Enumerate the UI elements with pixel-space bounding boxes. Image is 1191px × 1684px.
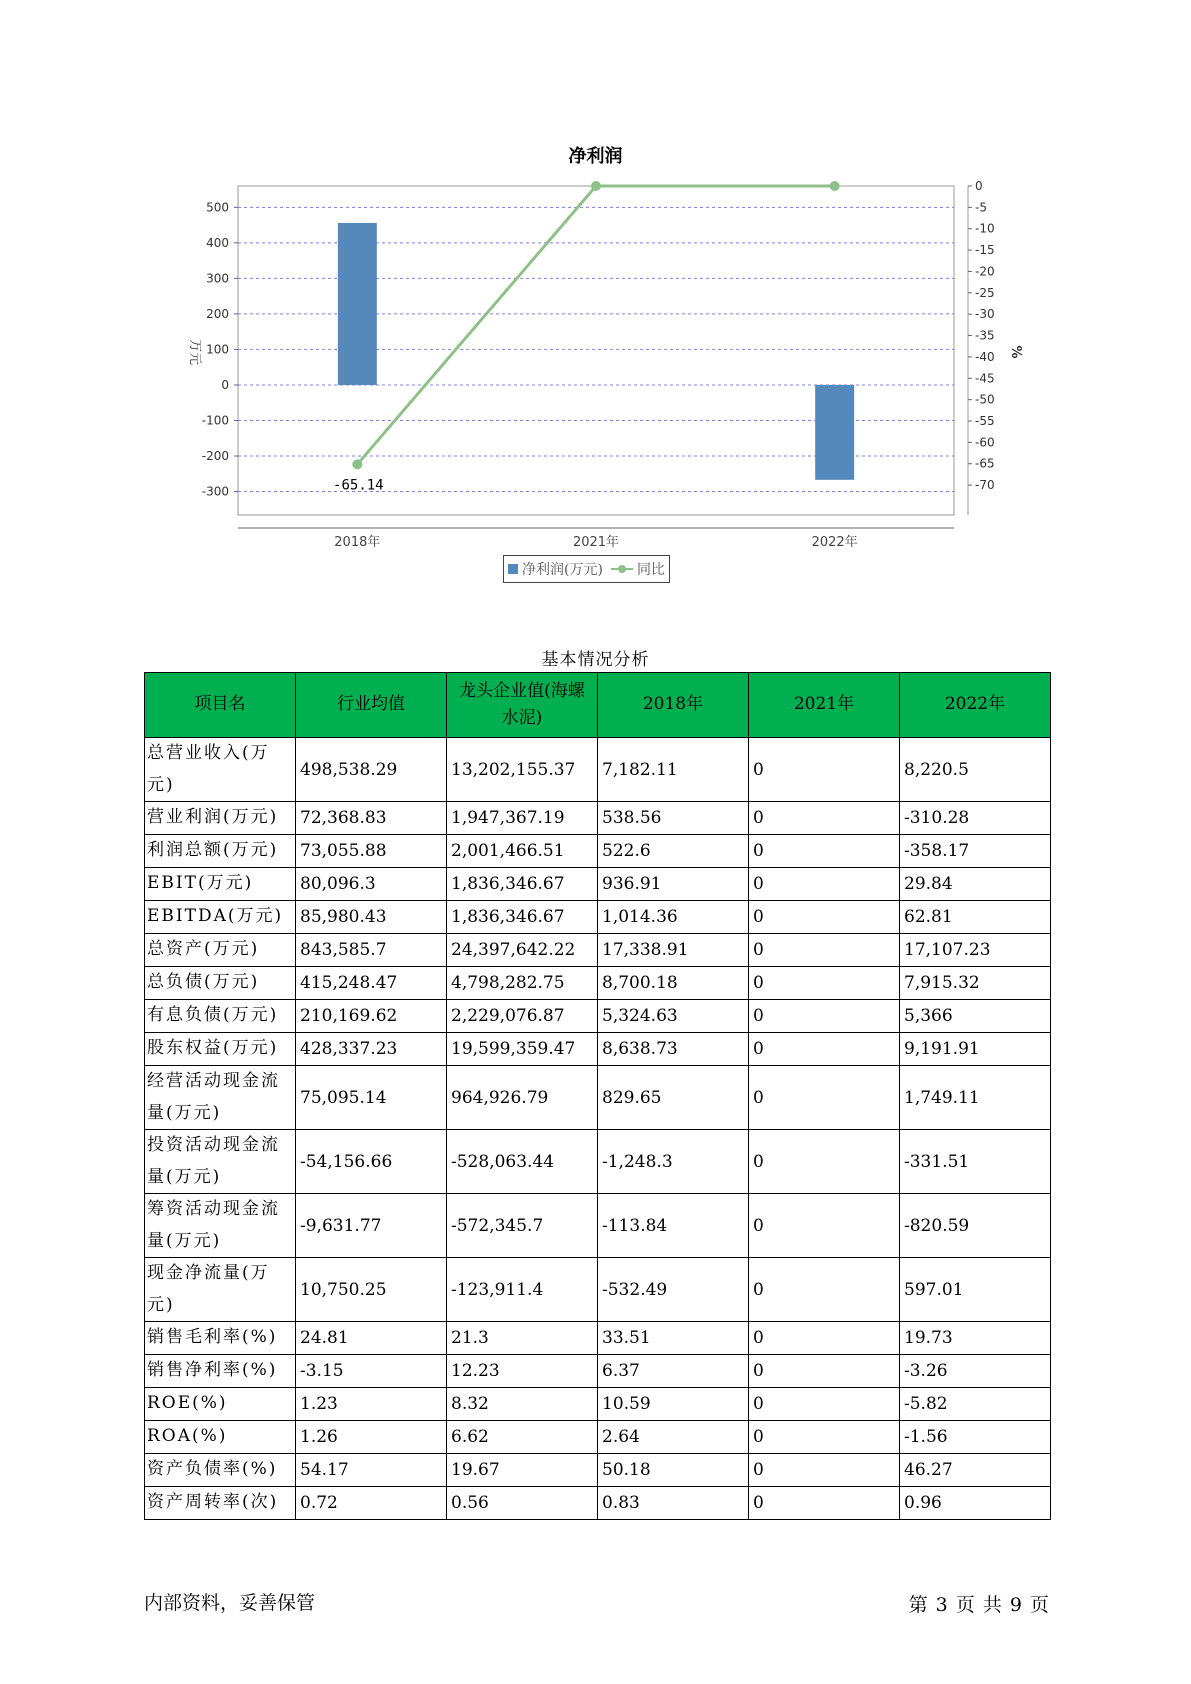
value-cell: 0	[749, 1066, 900, 1130]
value-cell: 0	[749, 868, 900, 901]
value-cell: -54,156.66	[296, 1130, 447, 1194]
value-cell: 1,014.36	[598, 901, 749, 934]
value-cell: 0	[749, 901, 900, 934]
row-label-cell: ROE(%)	[145, 1388, 296, 1421]
value-cell: 2,229,076.87	[447, 1000, 598, 1033]
right-tick-label: -35	[975, 328, 995, 343]
row-label-cell: 资产负债率(%)	[145, 1454, 296, 1487]
value-cell: -310.28	[900, 802, 1051, 835]
value-cell: -3.26	[900, 1355, 1051, 1388]
value-cell: 829.65	[598, 1066, 749, 1130]
left-tick-label: 300	[206, 271, 229, 286]
value-cell: 73,055.88	[296, 835, 447, 868]
line-point	[352, 459, 362, 469]
value-cell: 8,700.18	[598, 967, 749, 1000]
right-tick-label: -65	[975, 456, 995, 471]
value-cell: -9,631.77	[296, 1194, 447, 1258]
right-tick-label: -50	[975, 392, 995, 407]
value-cell: 7,915.32	[900, 967, 1051, 1000]
right-tick-label: -25	[975, 285, 995, 300]
row-label-cell: 投资活动现金流量(万元)	[145, 1130, 296, 1194]
value-cell: 597.01	[900, 1258, 1051, 1322]
value-cell: 0	[749, 934, 900, 967]
right-tick-label: -15	[975, 243, 995, 258]
value-cell: -331.51	[900, 1130, 1051, 1194]
value-cell: 5,366	[900, 1000, 1051, 1033]
left-tick-label: -200	[201, 449, 229, 464]
value-cell: 6.37	[598, 1355, 749, 1388]
right-tick-label: -70	[975, 478, 995, 493]
x-tick-label: 2022年	[811, 535, 858, 550]
value-cell: 0	[749, 1454, 900, 1487]
value-cell: 538.56	[598, 802, 749, 835]
header-industry-avg: 行业均值	[296, 673, 447, 738]
value-cell: 415,248.47	[296, 967, 447, 1000]
value-cell: 1.26	[296, 1421, 447, 1454]
row-label-cell: 利润总额(万元)	[145, 835, 296, 868]
table-row	[145, 1322, 1051, 1355]
value-cell: 0	[749, 738, 900, 802]
right-tick-label: -30	[975, 307, 995, 322]
table-header-row	[145, 673, 1051, 738]
value-cell: 7,182.11	[598, 738, 749, 802]
legend-item-line	[611, 559, 665, 579]
left-tick-label: 500	[206, 200, 229, 215]
value-cell: -572,345.7	[447, 1194, 598, 1258]
analysis-table	[144, 672, 1051, 1520]
line-point	[591, 181, 601, 191]
right-tick-label: -55	[975, 414, 995, 428]
chart-title: 净利润	[568, 146, 623, 167]
net-profit-chart	[0, 0, 1191, 600]
value-cell: 8,220.5	[900, 738, 1051, 802]
value-cell: 85,980.43	[296, 901, 447, 934]
value-cell: 964,926.79	[447, 1066, 598, 1130]
value-cell: 19.67	[447, 1454, 598, 1487]
table-row	[145, 967, 1051, 1000]
value-cell: 10,750.25	[296, 1258, 447, 1322]
value-cell: 13,202,155.37	[447, 738, 598, 802]
value-cell: 0	[749, 1322, 900, 1355]
value-cell: 24.81	[296, 1322, 447, 1355]
data-label: -65.14	[333, 477, 384, 494]
value-cell: 17,107.23	[900, 934, 1051, 967]
legend-bar-swatch-icon	[508, 564, 518, 574]
value-cell: -1,248.3	[598, 1130, 749, 1194]
table-caption: 基本情况分析	[541, 650, 650, 670]
value-cell: 4,798,282.75	[447, 967, 598, 1000]
x-tick-label: 2018年	[334, 535, 381, 550]
bar-mark	[815, 385, 854, 480]
table-row	[145, 868, 1051, 901]
table-row	[145, 1258, 1051, 1322]
value-cell: 498,538.29	[296, 738, 447, 802]
value-cell: 843,585.7	[296, 934, 447, 967]
header-2022: 2022年	[900, 673, 1051, 738]
left-tick-label: 100	[206, 342, 229, 357]
value-cell: 17,338.91	[598, 934, 749, 967]
table-row	[145, 738, 1051, 802]
right-tick-label: -45	[975, 371, 995, 386]
table-row	[145, 1066, 1051, 1130]
value-cell: 80,096.3	[296, 868, 447, 901]
row-label-cell: EBIT(万元)	[145, 868, 296, 901]
left-tick-label: -300	[201, 484, 229, 499]
value-cell: 12.23	[447, 1355, 598, 1388]
value-cell: 210,169.62	[296, 1000, 447, 1033]
right-tick-label: -5	[975, 200, 987, 215]
value-cell: 6.62	[447, 1421, 598, 1454]
value-cell: 19.73	[900, 1322, 1051, 1355]
x-tick-label: 2021年	[572, 535, 620, 550]
right-tick-label: -10	[975, 221, 995, 236]
value-cell: 75,095.14	[296, 1066, 447, 1130]
right-tick-label: -60	[975, 435, 995, 450]
value-cell: -358.17	[900, 835, 1051, 868]
value-cell: -123,911.4	[447, 1258, 598, 1322]
value-cell: 21.3	[447, 1322, 598, 1355]
table-row	[145, 934, 1051, 967]
value-cell: -3.15	[296, 1355, 447, 1388]
table-row	[145, 1033, 1051, 1066]
table-row	[145, 1194, 1051, 1258]
value-cell: 0.72	[296, 1487, 447, 1520]
right-tick-label: -40	[975, 349, 995, 364]
value-cell: 0	[749, 1258, 900, 1322]
row-label-cell: 总资产(万元)	[145, 934, 296, 967]
legend-line-label: 同比	[636, 562, 665, 578]
value-cell: 0	[749, 1487, 900, 1520]
right-tick-label: -20	[975, 264, 995, 279]
value-cell: 9,191.91	[900, 1033, 1051, 1066]
value-cell: 46.27	[900, 1454, 1051, 1487]
value-cell: 0	[749, 1033, 900, 1066]
table-row	[145, 1000, 1051, 1033]
row-label-cell: 有息负债(万元)	[145, 1000, 296, 1033]
y-axis-title-right: %	[1008, 345, 1023, 359]
value-cell: 0	[749, 967, 900, 1000]
value-cell: -532.49	[598, 1258, 749, 1322]
table-row	[145, 1454, 1051, 1487]
left-tick-label: 200	[206, 306, 229, 321]
value-cell: 522.6	[598, 835, 749, 868]
value-cell: 8.32	[447, 1388, 598, 1421]
value-cell: -528,063.44	[447, 1130, 598, 1194]
value-cell: -113.84	[598, 1194, 749, 1258]
row-label-cell: 营业利润(万元)	[145, 802, 296, 835]
value-cell: -820.59	[900, 1194, 1051, 1258]
row-label-cell: 总负债(万元)	[145, 967, 296, 1000]
table-row	[145, 1130, 1051, 1194]
header-2021: 2021年	[749, 673, 900, 738]
value-cell: 0	[749, 1355, 900, 1388]
table-row	[145, 802, 1051, 835]
value-cell: 428,337.23	[296, 1033, 447, 1066]
value-cell: 19,599,359.47	[447, 1033, 598, 1066]
row-label-cell: 经营活动现金流量(万元)	[145, 1066, 296, 1130]
row-label-cell: 销售毛利率(%)	[145, 1322, 296, 1355]
value-cell: 33.51	[598, 1322, 749, 1355]
value-cell: 0	[749, 1421, 900, 1454]
footer-confidential-note: 内部资料，妥善保管	[144, 1592, 316, 1614]
value-cell: 1,749.11	[900, 1066, 1051, 1130]
value-cell: 1,836,346.67	[447, 901, 598, 934]
row-label-cell: 销售净利率(%)	[145, 1355, 296, 1388]
value-cell: 8,638.73	[598, 1033, 749, 1066]
row-label-cell: 现金净流量(万元)	[145, 1258, 296, 1322]
line-point	[830, 181, 840, 191]
legend-line-swatch-icon	[611, 564, 633, 574]
right-tick-label: 0	[975, 179, 983, 193]
value-cell: 0	[749, 1000, 900, 1033]
bar-mark	[338, 223, 377, 385]
header-2018: 2018年	[598, 673, 749, 738]
chart-legend	[503, 555, 670, 583]
table-row	[145, 901, 1051, 934]
value-cell: 0	[749, 1194, 900, 1258]
value-cell: -5.82	[900, 1388, 1051, 1421]
chart-svg	[0, 0, 1191, 600]
value-cell: 54.17	[296, 1454, 447, 1487]
row-label-cell: EBITDA(万元)	[145, 901, 296, 934]
left-tick-label: -100	[201, 413, 229, 428]
table-row	[145, 1388, 1051, 1421]
value-cell: 0.83	[598, 1487, 749, 1520]
footer-page-number: 第 3 页 共 9 页	[908, 1594, 1050, 1616]
value-cell: 72,368.83	[296, 802, 447, 835]
row-label-cell: 总营业收入(万元)	[145, 738, 296, 802]
value-cell: 1,947,367.19	[447, 802, 598, 835]
table-body	[145, 738, 1051, 1520]
row-label-cell: ROA(%)	[145, 1421, 296, 1454]
value-cell: 1,836,346.67	[447, 868, 598, 901]
value-cell: 1.23	[296, 1388, 447, 1421]
value-cell: 0	[749, 1130, 900, 1194]
value-cell: 0	[749, 835, 900, 868]
value-cell: 0.96	[900, 1487, 1051, 1520]
value-cell: 0	[749, 1388, 900, 1421]
row-label-cell: 资产周转率(次)	[145, 1487, 296, 1520]
table-row	[145, 1487, 1051, 1520]
value-cell: -1.56	[900, 1421, 1051, 1454]
value-cell: 29.84	[900, 868, 1051, 901]
header-item-name: 项目名	[145, 673, 296, 738]
row-label-cell: 股东权益(万元)	[145, 1033, 296, 1066]
value-cell: 0.56	[447, 1487, 598, 1520]
value-cell: 24,397,642.22	[447, 934, 598, 967]
value-cell: 0	[749, 802, 900, 835]
value-cell: 50.18	[598, 1454, 749, 1487]
left-tick-label: 0	[221, 377, 229, 392]
table-row	[145, 1355, 1051, 1388]
legend-item-bar	[508, 559, 603, 579]
table-row	[145, 835, 1051, 868]
legend-bar-label: 净利润(万元)	[522, 562, 603, 578]
header-leader-value: 龙头企业值(海螺水泥)	[447, 673, 598, 738]
table-row	[145, 1421, 1051, 1454]
value-cell: 2,001,466.51	[447, 835, 598, 868]
value-cell: 62.81	[900, 901, 1051, 934]
value-cell: 2.64	[598, 1421, 749, 1454]
value-cell: 5,324.63	[598, 1000, 749, 1033]
value-cell: 10.59	[598, 1388, 749, 1421]
line-series	[357, 186, 834, 464]
y-axis-title-left: 万元	[187, 338, 202, 366]
left-tick-label: 400	[206, 235, 229, 250]
row-label-cell: 筹资活动现金流量(万元)	[145, 1194, 296, 1258]
value-cell: 936.91	[598, 868, 749, 901]
